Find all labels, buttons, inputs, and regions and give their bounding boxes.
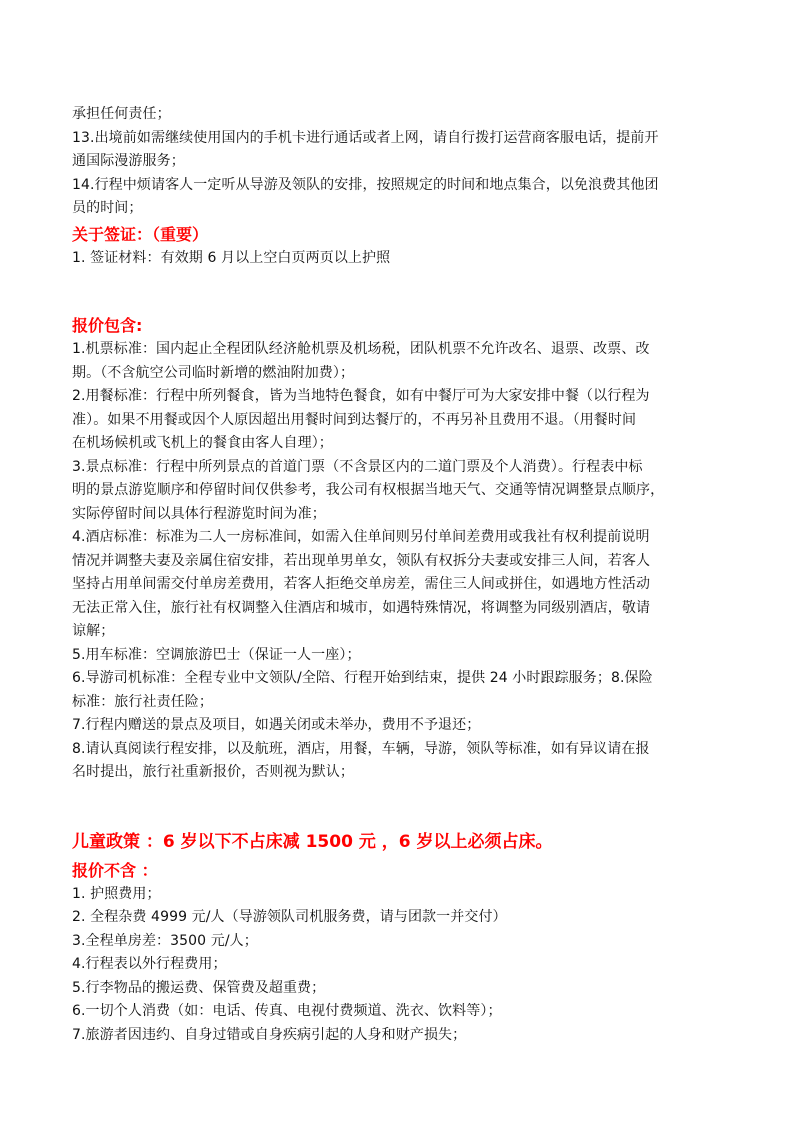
text-line: 4.行程表以外行程费用； xyxy=(72,956,227,972)
text-line: 6.一切个人消费（如：电话、传真、电视付费频道、洗衣、饮料等）； xyxy=(72,1003,502,1019)
intro-section xyxy=(72,103,762,221)
child-policy-heading: 儿童政策 ：6 岁以下不占床减 1500 元 ，6 岁以上必须占床。 xyxy=(72,831,553,852)
text-line: 2. 全程杂费 4999 元/人（导游领队司机服务费，请与团款一并交付） xyxy=(72,909,507,925)
text-line: 8.请认真阅读行程安排，以及航班，酒店，用餐，车辆，导游，领队等标准，如有异议请在报 xyxy=(72,740,650,757)
text-line: 名时提出，旅行社重新报价，否则视为默认； xyxy=(72,764,354,780)
text-line: 3.全程单房差：3500 元/人； xyxy=(72,932,258,949)
text-line: 6.导游司机标准：全程专业中文领队/全陪、行程开始到结束，提供 24 小时跟踪服务；8.保险 xyxy=(72,670,653,686)
text-line: 通国际漫游服务； xyxy=(72,153,185,169)
text-line: 准）。如果不用餐或因个人原因超出用餐时间到达餐厅的，不再另补且费用不退。（用餐时间 xyxy=(72,411,637,428)
text-line: 4.酒店标准：标准为二人一房标准间，如需入住单间则另付单间差费用或我社有权利提前说明 xyxy=(72,529,650,545)
text-line: 期。（不含航空公司临时新增的燃油附加费）； xyxy=(72,364,355,381)
text-line: 5.用车标准：空调旅游巴士（保证一人一座）； xyxy=(72,646,361,663)
text-line: 7.旅游者因违约、自身过错或自身疾病引起的人身和财产损失； xyxy=(72,1026,467,1043)
text-line: 实际停留时间以具体行程游览时间为准； xyxy=(72,505,326,522)
child-policy-section xyxy=(72,829,762,855)
text-line: 5.行李物品的搬运费、保管费及超重费； xyxy=(72,979,326,996)
text-line: 标准：旅行社责任险； xyxy=(72,693,213,710)
text-line: 员的时间； xyxy=(72,200,143,216)
text-line: 坚持占用单间需交付单房差费用，若客人拒绝交单房差，需住三人间或拼住，如遇地方性活动 xyxy=(72,576,651,592)
text-line: 14.行程中烦请客人一定听从导游及领队的安排，按照规定的时间和地点集合，以免浪费其他团 xyxy=(72,176,659,193)
document-page xyxy=(72,103,762,1047)
text-line: 2.用餐标准：行程中所列餐食，皆为当地特色餐食，如有中餐厅可为大家安排中餐（以行程为 xyxy=(72,388,650,404)
text-line: 13.出境前如需继续使用国内的手机卡进行通话或者上网，请自行拨打运营商客服电话，提前开 xyxy=(72,129,659,146)
text-line: 情况并调整夫妻及亲属住宿安排，若出现单男单女，领队有权拆分夫妻或安排三人间，若客人 xyxy=(72,552,651,569)
text-line: 无法正常入住，旅行社有权调整入住酒店和城市，如遇特殊情况，将调整为同级别酒店，敬请 xyxy=(72,599,651,616)
text-line: 7.行程内赠送的景点及项目，如遇关闭或未举办，费用不予退还； xyxy=(72,717,481,733)
text-line: 1.机票标准：国内起止全程团队经济舱机票及机场税，团队机票不允许改名、退票、改票、改 xyxy=(72,341,650,357)
excluded-heading: 报价不含 ： xyxy=(72,860,158,880)
text-line: 明的景点游览顺序和停留时间仅供参考，我公司有权根据当地天气、交通等情况调整景点顺序， xyxy=(72,482,665,498)
included-section xyxy=(72,314,762,785)
text-line: 在机场候机或飞机上的餐食由客人自理）； xyxy=(72,435,333,451)
text-line: 1. 护照费用； xyxy=(72,885,161,902)
text-line: 3.景点标准：行程中所列景点的首道门票（不含景区内的二道门票及个人消费）。行程表中标 xyxy=(72,458,643,475)
visa-heading: 关于签证：（重要） xyxy=(72,224,209,244)
visa-section xyxy=(72,223,762,271)
text-line: 谅解； xyxy=(72,623,115,639)
text-line: 1. 签证材料：有效期 6 月以上空白页两页以上护照 xyxy=(72,249,391,266)
text-line: 承担任何责任； xyxy=(72,106,171,122)
excluded-section xyxy=(72,859,762,1048)
included-heading: 报价包含: xyxy=(72,316,143,335)
